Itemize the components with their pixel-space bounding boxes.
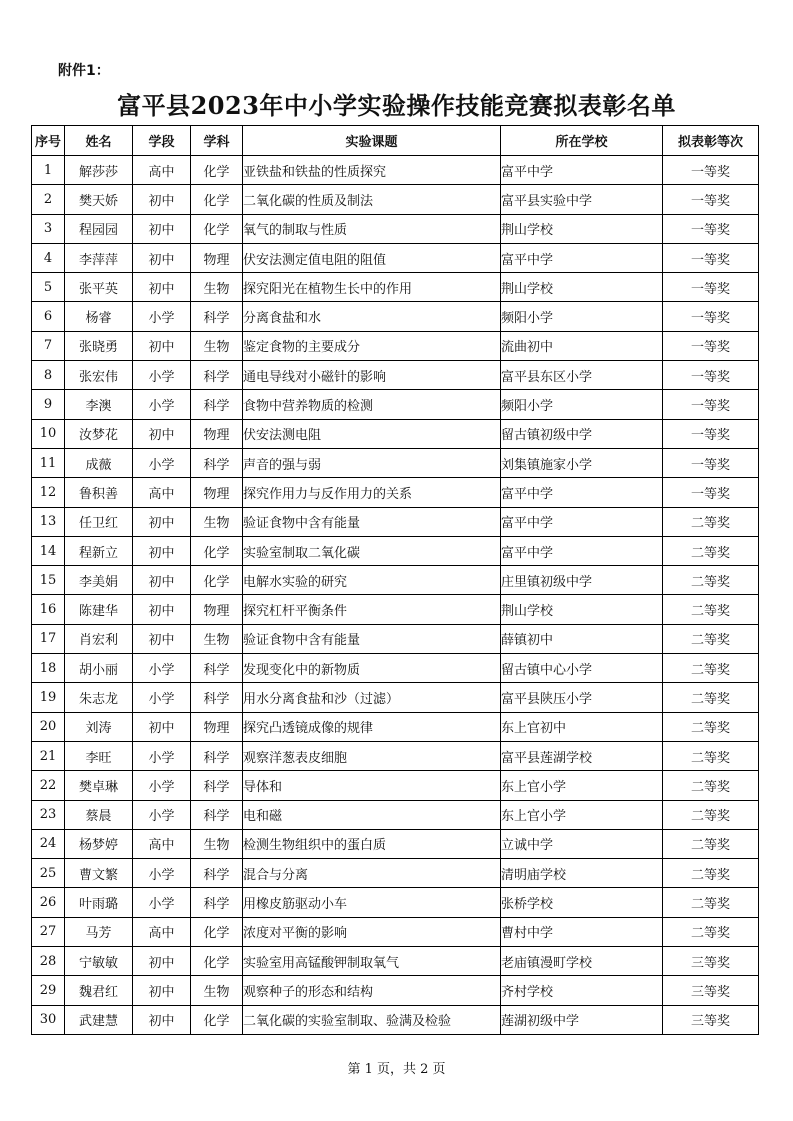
table-header-row xyxy=(32,126,759,156)
row-subject: 化学 xyxy=(191,566,243,595)
row-subject: 化学 xyxy=(191,536,243,565)
row-school: 东上官小学 xyxy=(501,800,663,829)
row-subject: 物理 xyxy=(191,595,243,624)
row-school: 立诚中学 xyxy=(501,829,663,858)
award-list-table xyxy=(31,125,759,1035)
row-experiment-topic: 二氧化碳的性质及制法 xyxy=(243,185,501,214)
row-award-grade: 一等奖 xyxy=(663,390,759,419)
row-index: 20 xyxy=(32,712,65,741)
row-level: 高中 xyxy=(133,478,191,507)
table-row xyxy=(32,478,759,507)
row-index: 4 xyxy=(32,243,65,272)
row-index: 22 xyxy=(32,771,65,800)
row-school: 庄里镇初级中学 xyxy=(501,566,663,595)
row-name: 程园园 xyxy=(65,214,133,243)
table-row xyxy=(32,361,759,390)
row-level: 初中 xyxy=(133,419,191,448)
row-award-grade: 一等奖 xyxy=(663,214,759,243)
row-experiment-topic: 观察种子的形态和结构 xyxy=(243,976,501,1005)
table-row xyxy=(32,683,759,712)
row-subject: 科学 xyxy=(191,859,243,888)
row-award-grade: 二等奖 xyxy=(663,741,759,770)
row-school: 留古镇中心小学 xyxy=(501,654,663,683)
row-level: 高中 xyxy=(133,917,191,946)
row-subject: 生物 xyxy=(191,331,243,360)
row-experiment-topic: 通电导线对小磁针的影响 xyxy=(243,361,501,390)
table-row xyxy=(32,273,759,302)
row-experiment-topic: 电和磁 xyxy=(243,800,501,829)
table-row xyxy=(32,448,759,477)
row-award-grade: 二等奖 xyxy=(663,712,759,741)
row-index: 11 xyxy=(32,448,65,477)
row-award-grade: 二等奖 xyxy=(663,595,759,624)
row-award-grade: 二等奖 xyxy=(663,536,759,565)
row-index: 5 xyxy=(32,273,65,302)
row-award-grade: 一等奖 xyxy=(663,361,759,390)
row-award-grade: 二等奖 xyxy=(663,654,759,683)
row-level: 初中 xyxy=(133,507,191,536)
row-school: 富平中学 xyxy=(501,536,663,565)
row-name: 李旺 xyxy=(65,741,133,770)
row-school: 齐村学校 xyxy=(501,976,663,1005)
row-experiment-topic: 氧气的制取与性质 xyxy=(243,214,501,243)
table-row xyxy=(32,712,759,741)
row-level: 初中 xyxy=(133,243,191,272)
row-name: 曹文繁 xyxy=(65,859,133,888)
row-award-grade: 一等奖 xyxy=(663,331,759,360)
row-level: 初中 xyxy=(133,536,191,565)
row-school: 刘集镇施家小学 xyxy=(501,448,663,477)
header-name: 姓名 xyxy=(65,126,133,156)
row-index: 18 xyxy=(32,654,65,683)
attachment-label: 附件1： xyxy=(58,63,110,79)
table-row xyxy=(32,507,759,536)
row-school: 流曲初中 xyxy=(501,331,663,360)
row-subject: 生物 xyxy=(191,624,243,653)
row-award-grade: 三等奖 xyxy=(663,1005,759,1034)
row-name: 张平英 xyxy=(65,273,133,302)
row-experiment-topic: 观察洋葱表皮细胞 xyxy=(243,741,501,770)
row-index: 24 xyxy=(32,829,65,858)
row-index: 21 xyxy=(32,741,65,770)
row-experiment-topic: 实验室制取二氧化碳 xyxy=(243,536,501,565)
row-subject: 化学 xyxy=(191,947,243,976)
row-level: 小学 xyxy=(133,361,191,390)
table-row xyxy=(32,390,759,419)
row-name: 叶雨璐 xyxy=(65,888,133,917)
row-subject: 生物 xyxy=(191,829,243,858)
table-row xyxy=(32,888,759,917)
header-award-grade: 拟表彰等次 xyxy=(663,126,759,156)
row-experiment-topic: 伏安法测定值电阻的阻值 xyxy=(243,243,501,272)
row-name: 李萍萍 xyxy=(65,243,133,272)
row-school: 张桥学校 xyxy=(501,888,663,917)
row-name: 李美娟 xyxy=(65,566,133,595)
row-name: 肖宏利 xyxy=(65,624,133,653)
row-level: 初中 xyxy=(133,947,191,976)
row-level: 高中 xyxy=(133,829,191,858)
row-subject: 科学 xyxy=(191,448,243,477)
row-school: 富平中学 xyxy=(501,478,663,507)
table-row xyxy=(32,536,759,565)
table-row xyxy=(32,859,759,888)
table-row xyxy=(32,566,759,595)
row-award-grade: 二等奖 xyxy=(663,829,759,858)
row-name: 任卫红 xyxy=(65,507,133,536)
table-row xyxy=(32,829,759,858)
row-school: 曹村中学 xyxy=(501,917,663,946)
row-name: 胡小丽 xyxy=(65,654,133,683)
row-school: 富平县东区小学 xyxy=(501,361,663,390)
row-index: 6 xyxy=(32,302,65,331)
row-school: 富平中学 xyxy=(501,243,663,272)
row-school: 薛镇初中 xyxy=(501,624,663,653)
table-row xyxy=(32,331,759,360)
row-name: 杨梦婷 xyxy=(65,829,133,858)
row-index: 27 xyxy=(32,917,65,946)
row-award-grade: 二等奖 xyxy=(663,624,759,653)
row-award-grade: 三等奖 xyxy=(663,976,759,1005)
row-index: 8 xyxy=(32,361,65,390)
row-index: 2 xyxy=(32,185,65,214)
row-name: 蔡晨 xyxy=(65,800,133,829)
row-level: 小学 xyxy=(133,390,191,419)
row-experiment-topic: 混合与分离 xyxy=(243,859,501,888)
row-award-grade: 二等奖 xyxy=(663,566,759,595)
row-school: 富平县实验中学 xyxy=(501,185,663,214)
row-level: 小学 xyxy=(133,859,191,888)
row-experiment-topic: 亚铁盐和铁盐的性质探究 xyxy=(243,156,501,185)
row-name: 刘涛 xyxy=(65,712,133,741)
table-row xyxy=(32,1005,759,1034)
row-award-grade: 一等奖 xyxy=(663,478,759,507)
row-experiment-topic: 食物中营养物质的检测 xyxy=(243,390,501,419)
row-name: 张晓勇 xyxy=(65,331,133,360)
table-row xyxy=(32,741,759,770)
row-level: 小学 xyxy=(133,683,191,712)
row-level: 小学 xyxy=(133,888,191,917)
row-subject: 化学 xyxy=(191,156,243,185)
header-school: 所在学校 xyxy=(501,126,663,156)
row-school: 荆山学校 xyxy=(501,214,663,243)
row-level: 小学 xyxy=(133,302,191,331)
row-experiment-topic: 实验室用高锰酸钾制取氧气 xyxy=(243,947,501,976)
row-experiment-topic: 发现变化中的新物质 xyxy=(243,654,501,683)
row-index: 30 xyxy=(32,1005,65,1034)
row-award-grade: 一等奖 xyxy=(663,243,759,272)
row-experiment-topic: 鉴定食物的主要成分 xyxy=(243,331,501,360)
row-level: 初中 xyxy=(133,273,191,302)
table-row xyxy=(32,947,759,976)
row-index: 25 xyxy=(32,859,65,888)
row-subject: 科学 xyxy=(191,800,243,829)
header-level: 学段 xyxy=(133,126,191,156)
row-name: 魏君红 xyxy=(65,976,133,1005)
row-level: 初中 xyxy=(133,712,191,741)
row-award-grade: 一等奖 xyxy=(663,448,759,477)
row-subject: 科学 xyxy=(191,302,243,331)
row-experiment-topic: 声音的强与弱 xyxy=(243,448,501,477)
row-award-grade: 三等奖 xyxy=(663,947,759,976)
row-name: 樊卓琳 xyxy=(65,771,133,800)
table-row xyxy=(32,800,759,829)
row-award-grade: 一等奖 xyxy=(663,156,759,185)
row-school: 老庙镇漫町学校 xyxy=(501,947,663,976)
row-index: 7 xyxy=(32,331,65,360)
row-school: 东上官初中 xyxy=(501,712,663,741)
row-level: 高中 xyxy=(133,156,191,185)
row-experiment-topic: 检测生物组织中的蛋白质 xyxy=(243,829,501,858)
row-name: 陈建华 xyxy=(65,595,133,624)
row-index: 10 xyxy=(32,419,65,448)
row-award-grade: 一等奖 xyxy=(663,302,759,331)
row-award-grade: 二等奖 xyxy=(663,683,759,712)
row-subject: 科学 xyxy=(191,390,243,419)
row-experiment-topic: 电解水实验的研究 xyxy=(243,566,501,595)
row-name: 解莎莎 xyxy=(65,156,133,185)
row-school: 莲湖初级中学 xyxy=(501,1005,663,1034)
row-level: 初中 xyxy=(133,595,191,624)
row-level: 小学 xyxy=(133,771,191,800)
row-subject: 生物 xyxy=(191,273,243,302)
row-award-grade: 二等奖 xyxy=(663,859,759,888)
row-school: 清明庙学校 xyxy=(501,859,663,888)
row-school: 富平县莲湖学校 xyxy=(501,741,663,770)
row-subject: 科学 xyxy=(191,771,243,800)
row-level: 初中 xyxy=(133,214,191,243)
table-row xyxy=(32,156,759,185)
table-row xyxy=(32,976,759,1005)
row-award-grade: 二等奖 xyxy=(663,771,759,800)
row-school: 富平中学 xyxy=(501,507,663,536)
row-award-grade: 一等奖 xyxy=(663,273,759,302)
row-level: 小学 xyxy=(133,800,191,829)
row-name: 汝梦花 xyxy=(65,419,133,448)
row-index: 1 xyxy=(32,156,65,185)
table-row xyxy=(32,243,759,272)
row-subject: 物理 xyxy=(191,712,243,741)
row-subject: 科学 xyxy=(191,683,243,712)
row-name: 马芳 xyxy=(65,917,133,946)
table-body xyxy=(32,156,759,1035)
row-index: 28 xyxy=(32,947,65,976)
row-name: 鲁积善 xyxy=(65,478,133,507)
header-experiment-topic: 实验课题 xyxy=(243,126,501,156)
table-row xyxy=(32,917,759,946)
row-award-grade: 一等奖 xyxy=(663,419,759,448)
row-subject: 科学 xyxy=(191,654,243,683)
row-award-grade: 二等奖 xyxy=(663,800,759,829)
row-experiment-topic: 分离食盐和水 xyxy=(243,302,501,331)
row-school: 留古镇初级中学 xyxy=(501,419,663,448)
row-experiment-topic: 探究作用力与反作用力的关系 xyxy=(243,478,501,507)
row-level: 初中 xyxy=(133,331,191,360)
row-experiment-topic: 探究杠杆平衡条件 xyxy=(243,595,501,624)
row-name: 宁敏敏 xyxy=(65,947,133,976)
row-school: 频阳小学 xyxy=(501,390,663,419)
row-name: 成薇 xyxy=(65,448,133,477)
row-experiment-topic: 探究凸透镜成像的规律 xyxy=(243,712,501,741)
row-subject: 化学 xyxy=(191,185,243,214)
row-subject: 物理 xyxy=(191,478,243,507)
row-subject: 生物 xyxy=(191,976,243,1005)
row-school: 频阳小学 xyxy=(501,302,663,331)
row-index: 23 xyxy=(32,800,65,829)
row-name: 杨睿 xyxy=(65,302,133,331)
row-index: 29 xyxy=(32,976,65,1005)
row-award-grade: 二等奖 xyxy=(663,888,759,917)
row-experiment-topic: 验证食物中含有能量 xyxy=(243,507,501,536)
row-experiment-topic: 用水分离食盐和沙（过滤） xyxy=(243,683,501,712)
row-index: 15 xyxy=(32,566,65,595)
row-experiment-topic: 验证食物中含有能量 xyxy=(243,624,501,653)
row-experiment-topic: 二氧化碳的实验室制取、验满及检验 xyxy=(243,1005,501,1034)
row-index: 16 xyxy=(32,595,65,624)
row-subject: 化学 xyxy=(191,1005,243,1034)
row-level: 初中 xyxy=(133,185,191,214)
row-award-grade: 一等奖 xyxy=(663,185,759,214)
row-index: 12 xyxy=(32,478,65,507)
row-level: 小学 xyxy=(133,448,191,477)
row-experiment-topic: 用橡皮筋驱动小车 xyxy=(243,888,501,917)
document-title: 富平县2023年中小学实验操作技能竞赛拟表彰名单 xyxy=(117,91,676,120)
table-row xyxy=(32,595,759,624)
row-level: 初中 xyxy=(133,976,191,1005)
row-name: 张宏伟 xyxy=(65,361,133,390)
row-index: 17 xyxy=(32,624,65,653)
table-row xyxy=(32,214,759,243)
row-level: 初中 xyxy=(133,624,191,653)
table-row xyxy=(32,654,759,683)
row-school: 荆山学校 xyxy=(501,595,663,624)
row-award-grade: 二等奖 xyxy=(663,917,759,946)
row-subject: 生物 xyxy=(191,507,243,536)
row-index: 13 xyxy=(32,507,65,536)
table-row xyxy=(32,302,759,331)
table-row xyxy=(32,419,759,448)
table-row xyxy=(32,185,759,214)
row-award-grade: 二等奖 xyxy=(663,507,759,536)
row-experiment-topic: 导体和 xyxy=(243,771,501,800)
row-index: 14 xyxy=(32,536,65,565)
header-subject: 学科 xyxy=(191,126,243,156)
row-name: 樊天娇 xyxy=(65,185,133,214)
row-subject: 科学 xyxy=(191,888,243,917)
row-name: 武建慧 xyxy=(65,1005,133,1034)
page-footer: 第 1 页，共 2 页 xyxy=(347,1062,446,1077)
table-row xyxy=(32,771,759,800)
row-school: 荆山学校 xyxy=(501,273,663,302)
row-level: 初中 xyxy=(133,1005,191,1034)
row-level: 小学 xyxy=(133,654,191,683)
row-subject: 科学 xyxy=(191,741,243,770)
row-experiment-topic: 探究阳光在植物生长中的作用 xyxy=(243,273,501,302)
row-index: 9 xyxy=(32,390,65,419)
row-subject: 化学 xyxy=(191,917,243,946)
row-level: 小学 xyxy=(133,741,191,770)
row-subject: 物理 xyxy=(191,243,243,272)
row-subject: 化学 xyxy=(191,214,243,243)
row-subject: 物理 xyxy=(191,419,243,448)
row-experiment-topic: 伏安法测电阻 xyxy=(243,419,501,448)
row-school: 富平中学 xyxy=(501,156,663,185)
row-index: 19 xyxy=(32,683,65,712)
row-name: 朱志龙 xyxy=(65,683,133,712)
row-name: 程新立 xyxy=(65,536,133,565)
row-school: 东上官小学 xyxy=(501,771,663,800)
row-name: 李澳 xyxy=(65,390,133,419)
row-index: 3 xyxy=(32,214,65,243)
row-school: 富平县陕压小学 xyxy=(501,683,663,712)
row-index: 26 xyxy=(32,888,65,917)
table-row xyxy=(32,624,759,653)
row-experiment-topic: 浓度对平衡的影响 xyxy=(243,917,501,946)
row-level: 初中 xyxy=(133,566,191,595)
header-index: 序号 xyxy=(32,126,65,156)
row-subject: 科学 xyxy=(191,361,243,390)
